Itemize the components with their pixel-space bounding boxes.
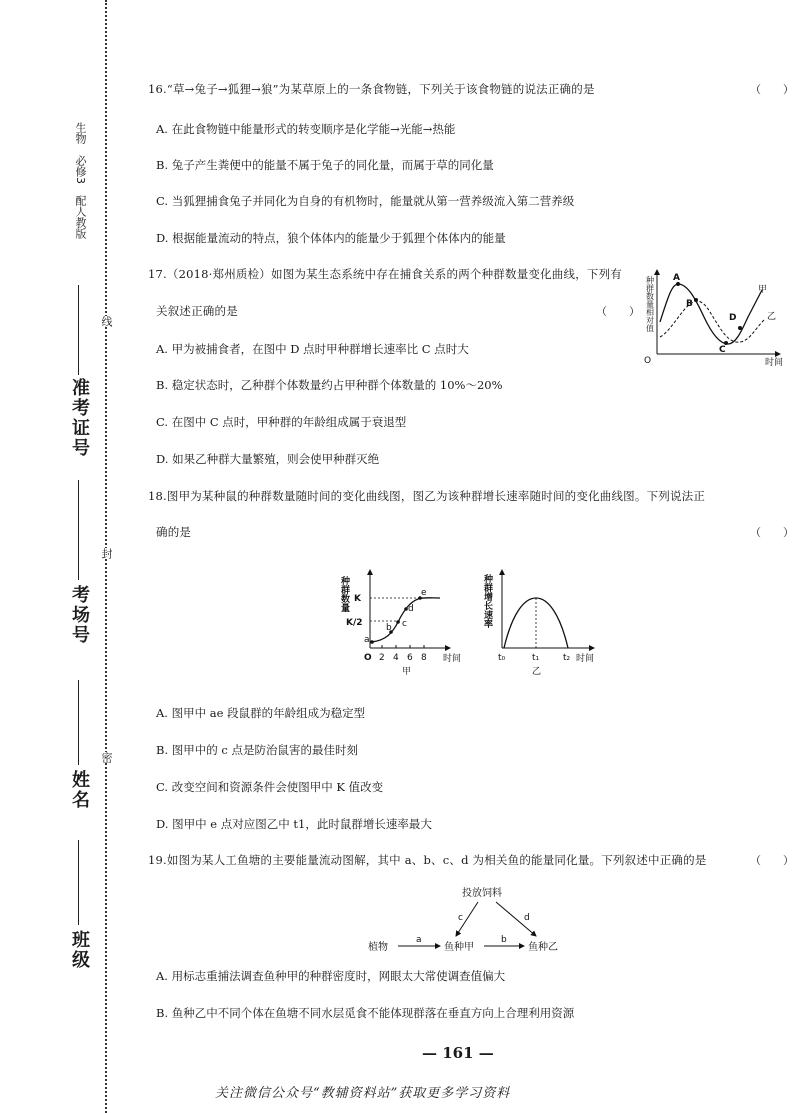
exam-id-label: 准考证号 <box>69 378 90 458</box>
q18-yi-tick-t2: t₂ <box>563 653 571 663</box>
q17-stem-line1: 17.（2018·郑州质检）如图为某生态系统中存在捕食关系的两个种群数量变化曲线，下列有 <box>148 267 623 281</box>
q18-yi-caption: 乙 <box>532 667 542 677</box>
q16-option-d: D. 根据能量流动的特点，狼个体体内的能量少于狐狸个体体内的能量 <box>156 231 506 245</box>
seal-xian: 线 <box>100 316 113 327</box>
q17-option-b: B. 稳定状态时，乙种群个体数量约占甲种群个体数量的 10%～20% <box>156 378 503 392</box>
q18-chart-yi <box>484 564 604 679</box>
q18-yi-tick-t0: t₀ <box>498 653 506 663</box>
q16-option-b: B. 兔子产生粪便中的能量不属于兔子的同化量，而属于草的同化量 <box>156 158 494 172</box>
q18-option-d: D. 图甲中 e 点对应图乙中 t1，此时鼠群增长速率最大 <box>156 817 432 831</box>
q19-fish-jia: 鱼种甲 <box>444 942 474 953</box>
q17-answer-paren: （ ） <box>596 305 640 318</box>
q17-point-b <box>694 298 698 302</box>
q16-answer-paren: （ ） <box>750 83 794 96</box>
q18-option-b: B. 图甲中的 c 点是防治鼠害的最佳时刻 <box>156 743 359 757</box>
q17-label-d: D <box>729 313 737 323</box>
q19-label-a: a <box>416 935 422 945</box>
q18-jia-tick-k: K <box>354 594 361 604</box>
q18-jia-caption: 甲 <box>402 667 412 677</box>
q18-jia-x-tick-6: 6 <box>407 653 413 663</box>
name-label: 姓名 <box>69 770 90 810</box>
q17-origin: O <box>644 356 652 366</box>
q19-feed: 投放饲料 <box>462 888 502 899</box>
q18-jia-label-b: b <box>386 623 392 633</box>
q17-label-a: A <box>673 273 680 283</box>
seal-mi: 密 <box>100 752 113 763</box>
q17-predator-prey-chart <box>640 262 790 367</box>
class-label: 班级 <box>69 930 90 970</box>
room-write-line <box>78 480 79 580</box>
q19-stem: 19.如图为某人工鱼塘的主要能量流动图解，其中 a、b、c、d 为相关鱼的能量同化量。下列叙述中正确的是 <box>148 853 707 867</box>
seal-feng: 封 <box>100 548 113 559</box>
q19-option-a: A. 用标志重捕法调查鱼种甲的种群密度时，网眼太大常使调查值偏大 <box>156 969 506 983</box>
q18-jia-x-tick-8: 8 <box>421 653 427 663</box>
q17-label-c: C <box>719 345 726 355</box>
q18-jia-tick-k2: K/2 <box>346 618 363 628</box>
q18-jia-point-c <box>396 620 400 624</box>
q19-label-d: d <box>524 913 530 923</box>
q17-point-d <box>738 326 742 330</box>
q19-option-b: B. 鱼种乙中不同个体在鱼塘不同水层觅食不能体现群落在垂直方向上合理利用资源 <box>156 1006 575 1020</box>
q17-curve-yi <box>660 301 764 342</box>
q17-series-jia: 甲 <box>758 285 768 295</box>
q19-label-b: b <box>501 935 507 945</box>
q16-option-c: C. 当狐狸捕食兔子并同化为自身的有机物时，能量就从第一营养级流入第二营养级 <box>156 194 575 208</box>
q18-jia-label-a: a <box>364 635 370 645</box>
q17-option-c: C. 在图中 C 点时，甲种群的年龄组成属于衰退型 <box>156 415 407 429</box>
q17-option-a: A. 甲为被捕食者，在图中 D 点时甲种群增长速率比 C 点时大 <box>156 342 469 356</box>
q18-option-c: C. 改变空间和资源条件会使图甲中 K 值改变 <box>156 780 384 794</box>
q18-chart-jia <box>340 564 480 679</box>
subject-label: 生物 必修3 配人教版 <box>74 122 87 239</box>
q17-y-label: 种群数量相对值 <box>645 276 655 332</box>
q18-jia-point-a <box>370 640 374 644</box>
q19-energy-flow-diagram <box>360 880 590 960</box>
q18-answer-paren: （ ） <box>750 526 794 539</box>
q17-option-d: D. 如果乙种群大量繁殖，则会使甲种群灭绝 <box>156 452 380 466</box>
q18-jia-label-d: d <box>408 604 414 614</box>
q19-label-c: c <box>458 913 463 923</box>
exam-id-write-line <box>78 285 79 375</box>
q18-jia-x-tick-2: 2 <box>379 653 385 663</box>
q18-jia-x-tick-4: 4 <box>393 653 399 663</box>
q17-stem-line2: 关叙述正确的是 <box>156 304 238 318</box>
q19-fish-yi: 鱼种乙 <box>528 942 558 953</box>
room-label: 考场号 <box>69 585 90 645</box>
q17-label-b: B <box>686 299 693 309</box>
q19-answer-paren: （ ） <box>750 854 794 867</box>
class-write-line <box>78 840 79 925</box>
q18-jia-x-label: 时间 <box>443 654 462 664</box>
q18-jia-label-e: e <box>421 588 427 598</box>
q17-series-yi: 乙 <box>767 312 777 322</box>
footer-note: 关注微信公众号“教辅资料站”获取更多学习资料 <box>215 1086 511 1101</box>
q18-jia-label-c: c <box>402 619 407 629</box>
q16-stem: 16.“草→兔子→狐狸→狼”为某草原上的一条食物链，下列关于该食物链的说法正确的是 <box>148 82 595 96</box>
page-number: — 161 — <box>422 1044 494 1062</box>
q19-arrow-d <box>496 902 536 936</box>
q17-x-label: 时间 <box>765 358 784 368</box>
q18-jia-x-origin: O <box>364 653 372 663</box>
q18-yi-x-label: 时间 <box>576 654 595 664</box>
q18-option-a: A. 图甲中 ae 段鼠群的年龄组成为稳定型 <box>156 706 366 720</box>
q18-yi-y-label: 种群增长速率 <box>482 574 492 628</box>
q16-option-a: A. 在此食物链中能量形式的转变顺序是化学能→光能→热能 <box>156 122 456 136</box>
q19-plant: 植物 <box>368 942 388 953</box>
q18-jia-y-label: 种群数量 <box>339 576 349 612</box>
q18-stem-line1: 18.图甲为某种鼠的种群数量随时间的变化曲线图，图乙为该种群增长速率随时间的变化曲线图。下列说法正 <box>148 489 706 503</box>
q18-stem-line2: 确的是 <box>156 525 192 539</box>
q18-yi-tick-t1: t₁ <box>532 653 540 663</box>
name-write-line <box>78 680 79 765</box>
